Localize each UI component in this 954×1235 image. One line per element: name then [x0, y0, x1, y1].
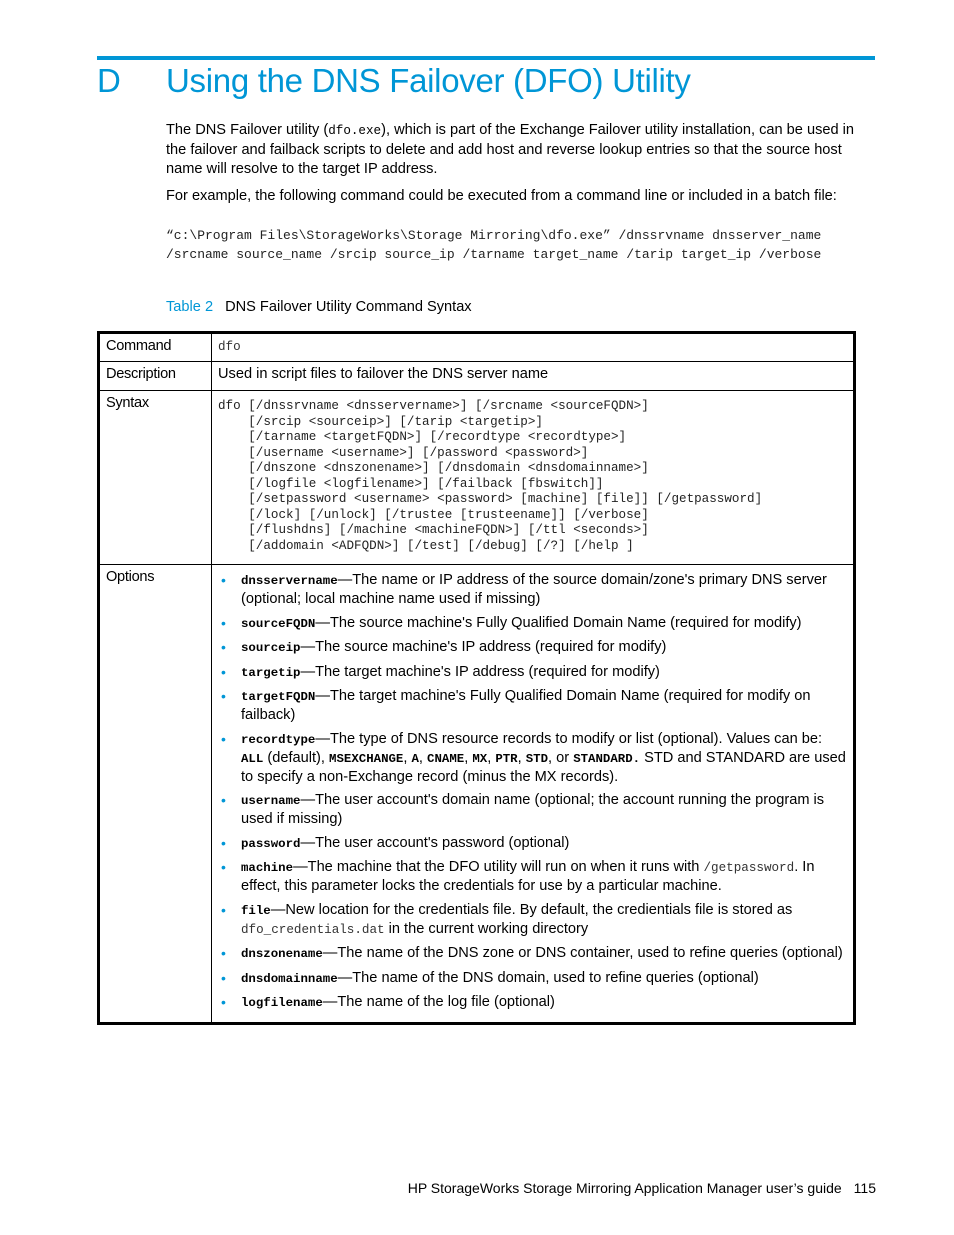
option-text: STD and STANDARD are used to specify a non-Exchange record (minus the MX records).: [241, 749, 846, 785]
intro-text-b: ), which is part of the Exchange Failover utility installation, can be used in the failover and failback scripts to delete and add host and reverse lookup entries so that the source host name will resolve to the target IP address.: [166, 122, 855, 177]
option-keyword: dnsdomainname: [241, 971, 338, 986]
record-value: A: [411, 751, 419, 766]
table-caption-text: DNS Failover Utility Command Syntax: [225, 299, 472, 315]
record-value: CNAME: [427, 751, 465, 766]
option-text: —The name of the DNS domain, used to refine queries (optional): [337, 969, 759, 986]
option-text: —The target machine's IP address (required for modify): [300, 663, 660, 680]
option-text: . In effect, this parameter locks the credentials for use by a particular machine.: [241, 859, 815, 894]
syntax-key: Syntax: [99, 391, 212, 565]
chapter-letter: D: [97, 62, 121, 99]
command-key: Command: [99, 333, 212, 362]
option-keyword: targetip: [241, 665, 301, 680]
option-keyword: dnszonename: [241, 947, 323, 961]
option-text: —The name of the DNS zone or DNS container, used to refine queries (optional): [322, 945, 843, 961]
list-item: [218, 791, 847, 828]
option-keyword: file: [241, 903, 271, 918]
options-list: [218, 571, 847, 1012]
record-value: PTR: [495, 751, 518, 766]
command-code: dfo: [218, 340, 241, 354]
intro-text-a: The DNS Failover utility (: [166, 122, 329, 138]
option-text: —The source machine's IP address (required for modify): [300, 639, 667, 655]
list-item: [218, 663, 847, 682]
intro-code: dfo.exe: [328, 124, 382, 138]
bullet-icon: •: [221, 639, 226, 655]
bullet-icon: •: [221, 969, 226, 986]
bullet-icon: •: [221, 945, 226, 961]
option-text: —The source machine's Fully Qualified Domain Name (required for modify): [315, 614, 802, 631]
option-text: in the current working directory: [384, 920, 589, 937]
bullet-icon: •: [221, 859, 226, 875]
option-keyword: logfilename: [241, 996, 323, 1010]
bullet-icon: •: [221, 994, 226, 1010]
footer-title: HP StorageWorks Storage Mirroring Application Manager user’s guide: [407, 1180, 842, 1196]
option-text: —The user account's password (optional): [300, 834, 570, 851]
bullet-icon: •: [221, 572, 226, 588]
bullet-icon: •: [221, 663, 226, 680]
bullet-icon: •: [221, 792, 226, 808]
page-footer: [408, 1180, 876, 1196]
option-code: /getpassword: [703, 861, 795, 875]
record-value: MSEXCHANGE: [329, 751, 404, 766]
option-text: —The target machine's Fully Qualified Domain Name (required for modify on failback): [241, 688, 811, 723]
example-command: [166, 226, 821, 264]
option-code: dfo_credentials.dat: [241, 922, 385, 937]
option-text: ,: [403, 749, 412, 766]
dfo-syntax-table: [97, 331, 856, 1025]
description-key: Description: [99, 362, 212, 391]
bullet-icon: •: [221, 688, 226, 704]
bullet-icon: •: [221, 834, 226, 851]
list-item: [218, 993, 847, 1012]
table-row: [99, 391, 855, 565]
list-item: [218, 969, 847, 988]
command-line-1: “c:\Program Files\StorageWorks\Storage Mirroring\dfo.exe” /dnssrvname dnsserver_name: [166, 228, 822, 243]
option-keyword: dnsservername: [241, 574, 338, 588]
command-value: [212, 333, 855, 362]
option-keyword: password: [241, 836, 301, 851]
page-number: 115: [853, 1180, 876, 1196]
option-keyword: recordtype: [241, 732, 316, 747]
option-keyword: machine: [241, 861, 294, 875]
record-value: STANDARD.: [573, 751, 641, 766]
table-row: [99, 333, 855, 362]
list-item: [218, 834, 847, 853]
command-line-2: /srcname source_name /srcip source_ip /tarname target_name /tarip target_ip /verbose: [166, 247, 822, 262]
table-row: [99, 362, 855, 391]
record-value: ALL: [241, 751, 264, 766]
list-item: [218, 614, 847, 633]
list-item: [218, 730, 847, 786]
option-text: ,: [487, 749, 496, 766]
option-keyword: sourceip: [241, 641, 301, 655]
option-keyword: targetFQDN: [241, 690, 316, 704]
option-text: —The user account's domain name (optional; the account running the program is used if missing): [241, 792, 825, 827]
list-item: [218, 901, 847, 939]
option-keyword: sourceFQDN: [241, 616, 316, 631]
list-item: [218, 638, 847, 657]
option-keyword: username: [241, 794, 301, 808]
table-row: [99, 565, 855, 1024]
option-text: , or: [548, 749, 574, 766]
table-caption: [166, 299, 472, 315]
option-text: (default),: [263, 749, 330, 766]
option-text: —The machine that the DFO utility will run on when it runs with: [293, 859, 704, 875]
option-text: ,: [517, 749, 526, 766]
table-caption-label: Table 2: [166, 299, 214, 315]
example-paragraph: For example, the following command could be executed from a command line or included in a batch file:: [166, 188, 837, 204]
record-value: MX: [472, 751, 488, 766]
description-value: Used in script files to failover the DNS server name: [212, 362, 855, 391]
option-text: —The name or IP address of the source domain/zone's primary DNS server (optional; local machine name used if missing): [241, 572, 827, 607]
syntax-value: [212, 391, 855, 565]
option-text: ,: [464, 749, 473, 766]
bullet-icon: •: [221, 730, 226, 747]
bullet-icon: •: [221, 614, 226, 631]
list-item: [218, 687, 847, 724]
bullet-icon: •: [221, 901, 226, 918]
option-text: ,: [418, 749, 428, 766]
list-item: [218, 858, 847, 895]
list-item: [218, 571, 847, 608]
options-value: [212, 565, 855, 1024]
option-text: —New location for the credentials file. By default, the credientials file is stored as: [270, 901, 793, 918]
intro-paragraph: [166, 121, 874, 179]
record-value: STD: [525, 751, 549, 766]
option-text: —The type of DNS resource records to modify or list (optional). Values can be:: [315, 730, 823, 747]
chapter-title: Using the DNS Failover (DFO) Utility: [166, 62, 691, 99]
options-key: Options: [99, 565, 212, 1024]
list-item: [218, 944, 847, 963]
chapter-rule: [97, 56, 875, 60]
syntax-code: dfo [/dnssrvname <dnsservername>] [/srcname <sourceFQDN>] [/srcip <sourceip>] [/tarip <targetip>] [/tarname <targetFQDN>] [/recordtype <recordtype>] [/username <username>] [/password <password>] [/dnszone <dnszonename>] [/dnsdomain <dnsdomainname>] [/logfile <logfilename>] [/failback [fbswitch]] [/setpassword <username> <password> [machine] [file]] [/getpassword] [/lock] [/unlock] [/trustee [trusteename]] [/verbose] [/flushdns] [/machine <machineFQDN>] [/ttl <seconds>] [/addomain <ADFQDN>] [/test] [/debug] [/?] [/help ]: [218, 399, 763, 553]
option-text: —The name of the log file (optional): [322, 994, 555, 1010]
